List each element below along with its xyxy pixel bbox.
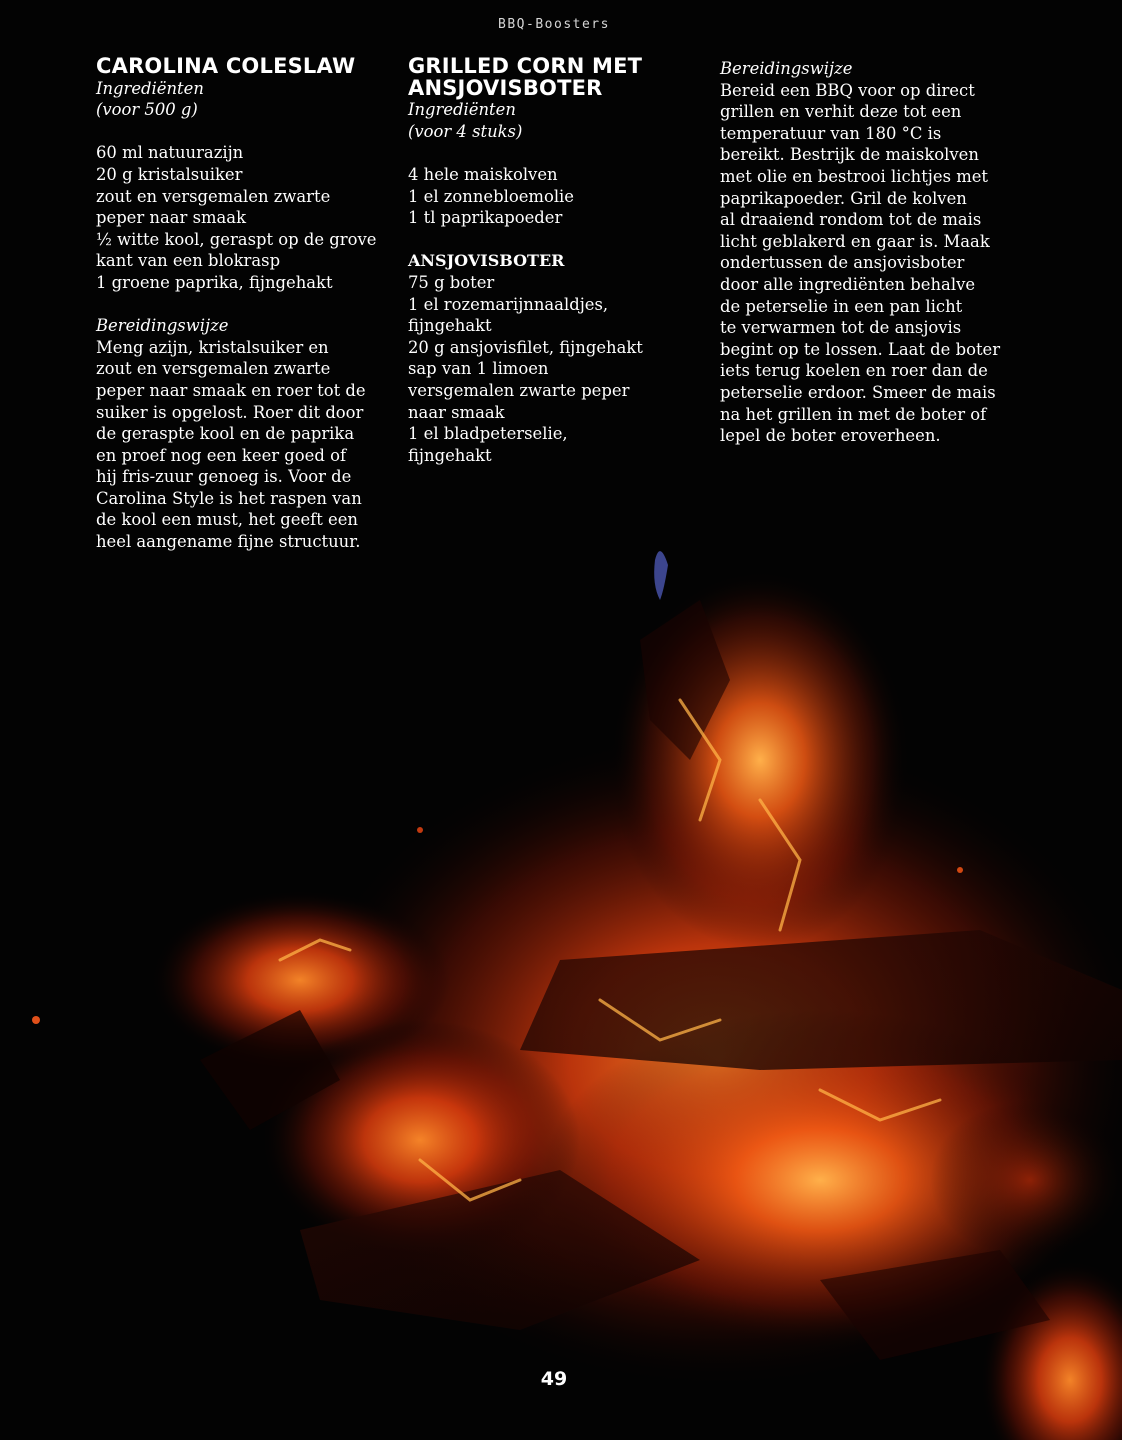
- method-line: heel aangename fijne structuur.: [96, 532, 361, 552]
- ingredient-line: 1 el zonnebloemolie: [408, 186, 575, 206]
- recipe-grilled-corn: [408, 56, 704, 466]
- method-line: zout en versgemalen zwarte: [96, 359, 331, 379]
- method-line: door alle ingrediënten behalve: [720, 274, 976, 294]
- method-line: Meng azijn, kristalsuiker en: [96, 337, 329, 357]
- ingredient-line: ½ witte kool, geraspt op de grove: [96, 229, 377, 249]
- recipe-yield: (voor 4 stuks): [408, 121, 523, 141]
- recipe-title: CAROLINA COLESLAW: [96, 54, 356, 78]
- method-line: peper naar smaak en roer tot de: [96, 380, 366, 400]
- running-head: BBQ-Boosters: [498, 17, 610, 32]
- sub-ingredients-list: [408, 272, 704, 466]
- method-line: temperatuur van 180 °C is: [720, 123, 942, 143]
- method-heading: Bereidingswijze: [720, 59, 853, 78]
- method-line: al draaiend rondom tot de mais: [720, 210, 982, 230]
- method-line: grillen en verhit deze tot een: [720, 102, 962, 122]
- ingredient-line: 1 groene paprika, fijngehakt: [96, 272, 333, 292]
- method-line: Bereid een BBQ voor op direct: [720, 80, 975, 100]
- method-text: [96, 337, 392, 553]
- ingredient-line: 1 el bladpeterselie,: [408, 424, 568, 444]
- ingredients-list: [96, 142, 392, 293]
- ingredient-line: 20 g kristalsuiker: [96, 164, 243, 184]
- ingredient-line: 1 el rozemarijnnaaldjes,: [408, 294, 609, 314]
- recipe-grilled-corn-method: [720, 58, 1016, 447]
- ingredient-line: 75 g boter: [408, 272, 495, 292]
- method-line: paprikapoeder. Gril de kolven: [720, 188, 967, 208]
- ingredients-heading: Ingrediënten: [408, 100, 516, 120]
- method-line: te verwarmen tot de ansjovis: [720, 318, 962, 338]
- method-line: suiker is opgelost. Roer dit door: [96, 402, 364, 422]
- method-line: hij fris-zuur genoeg is. Voor de: [96, 467, 352, 487]
- method-heading: Bereidingswijze: [96, 316, 229, 336]
- method-line: peterselie erdoor. Smeer de mais: [720, 382, 996, 402]
- ingredient-line: zout en versgemalen zwarte: [96, 186, 331, 206]
- method-line: de kool een must, het geeft een: [96, 510, 358, 530]
- method-line: iets terug koelen en roer dan de: [720, 361, 988, 381]
- method-line: met olie en bestrooi lichtjes met: [720, 166, 989, 186]
- recipe-coleslaw: [96, 56, 392, 553]
- ingredient-line: sap van 1 limoen: [408, 359, 549, 379]
- method-line: de peterselie in een pan licht: [720, 296, 963, 316]
- method-line: ondertussen de ansjovisboter: [720, 253, 965, 273]
- sub-recipe-heading: ANSJOVISBOTER: [408, 251, 565, 271]
- ingredient-line: peper naar smaak: [96, 208, 247, 228]
- method-line: Carolina Style is het raspen van: [96, 488, 362, 508]
- ingredient-line: 1 tl paprikapoeder: [408, 208, 563, 228]
- ingredients-heading: Ingrediënten: [96, 78, 204, 98]
- method-line: na het grillen in met de boter of: [720, 404, 987, 424]
- page-number: 49: [540, 1368, 568, 1390]
- recipe-title-line: GRILLED CORN MET: [408, 54, 643, 78]
- method-line: bereikt. Bestrijk de maiskolven: [720, 145, 979, 165]
- recipe-title-line: ANSJOVISBOTER: [408, 75, 603, 100]
- recipe-title: [408, 56, 704, 99]
- ingredient-line: 4 hele maiskolven: [408, 164, 558, 184]
- ingredient-line: naar smaak: [408, 402, 505, 422]
- recipe-yield: (voor 500 g): [96, 100, 198, 120]
- ingredient-line: 60 ml natuurazijn: [96, 143, 244, 163]
- method-line: begint op te lossen. Laat de boter: [720, 339, 1001, 359]
- method-line: licht geblakerd en gaar is. Maak: [720, 231, 990, 251]
- method-text: [720, 80, 1016, 447]
- ingredient-line: kant van een blokrasp: [96, 251, 281, 271]
- ingredient-line: fijngehakt: [408, 445, 492, 465]
- ingredient-line: fijngehakt: [408, 316, 492, 336]
- ingredient-line: 20 g ansjovisfilet, fijngehakt: [408, 337, 643, 357]
- method-line: de geraspte kool en de paprika: [96, 424, 355, 444]
- ingredients-list: [408, 164, 704, 229]
- method-line: en proef nog een keer goed of: [96, 445, 347, 465]
- method-line: lepel de boter eroverheen.: [720, 426, 941, 446]
- ingredient-line: versgemalen zwarte peper: [408, 380, 630, 400]
